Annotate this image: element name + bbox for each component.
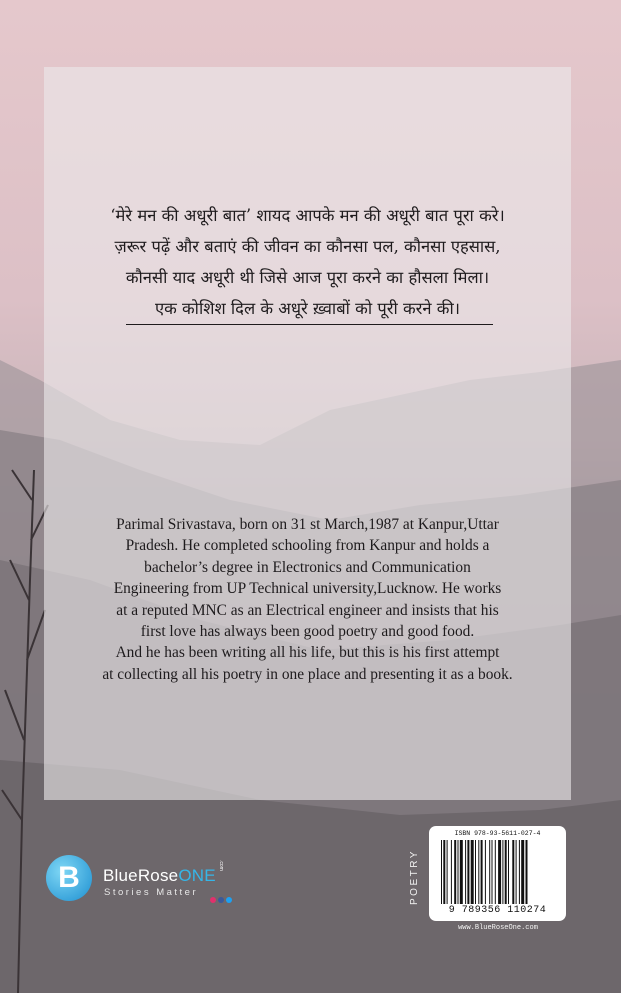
bio-line: And he has been writing all his life, but this is his first attempt <box>115 644 500 662</box>
publisher-logo <box>46 855 246 915</box>
author-bio <box>72 514 543 685</box>
hindi-blurb-line: एक कोशिश दिल के अधूरे ख़्वाबों को पूरी करने की। <box>154 299 461 318</box>
bio-line: Parimal Srivastava, born on 31 st March,1987 at Kanpur,Uttar <box>116 516 499 533</box>
isbn-digits: 9 789356 110274 <box>448 905 547 916</box>
isbn-barcode <box>429 826 566 921</box>
hindi-blurb <box>44 200 571 324</box>
text-panel <box>44 67 571 800</box>
social-icons <box>210 897 232 903</box>
bio-line: Engineering from UP Technical university,Lucknow. He works <box>113 580 502 598</box>
instagram-icon <box>210 897 216 903</box>
bio-line: at collecting all his poetry in one place and presenting it as a book. <box>102 665 513 683</box>
hindi-blurb-line: ‘मेरे मन की अधूरी बात’ शायद आपके मन की अधूरी बात पूरा करे। <box>110 206 505 225</box>
bio-line: bachelor’s degree in Electronics and Communication <box>144 558 471 576</box>
facebook-icon <box>218 897 224 903</box>
genre-label: POETRY <box>409 849 420 905</box>
isbn-label: ISBN 978-93-5611-027-4 <box>454 830 541 837</box>
publisher-domain: .com <box>218 860 224 871</box>
hindi-blurb-line: कौनसी याद अधूरी थी जिसे आज पूरा करने का हौसला मिला। <box>125 268 490 287</box>
logo-b-icon: B <box>46 855 92 901</box>
publisher-name: BlueRoseONE <box>103 866 216 885</box>
publisher-website: www.BlueRoseOne.com <box>458 924 538 932</box>
hindi-blurb-line: ज़रूर पढ़ें और बताएं की जीवन का कौनसा पल, कौनसा एहसास, <box>114 237 501 256</box>
twitter-icon <box>226 897 232 903</box>
publisher-tagline: Stories Matter <box>104 887 199 898</box>
bio-line: first love has always been good poetry and good food. <box>140 623 475 641</box>
bio-line: at a reputed MNC as an Electrical engineer and insists that his <box>116 601 499 619</box>
barcode-icon <box>441 840 554 904</box>
bio-line: Pradesh. He completed schooling from Kanpur and holds a <box>125 537 490 555</box>
blurb-underline <box>126 324 493 325</box>
